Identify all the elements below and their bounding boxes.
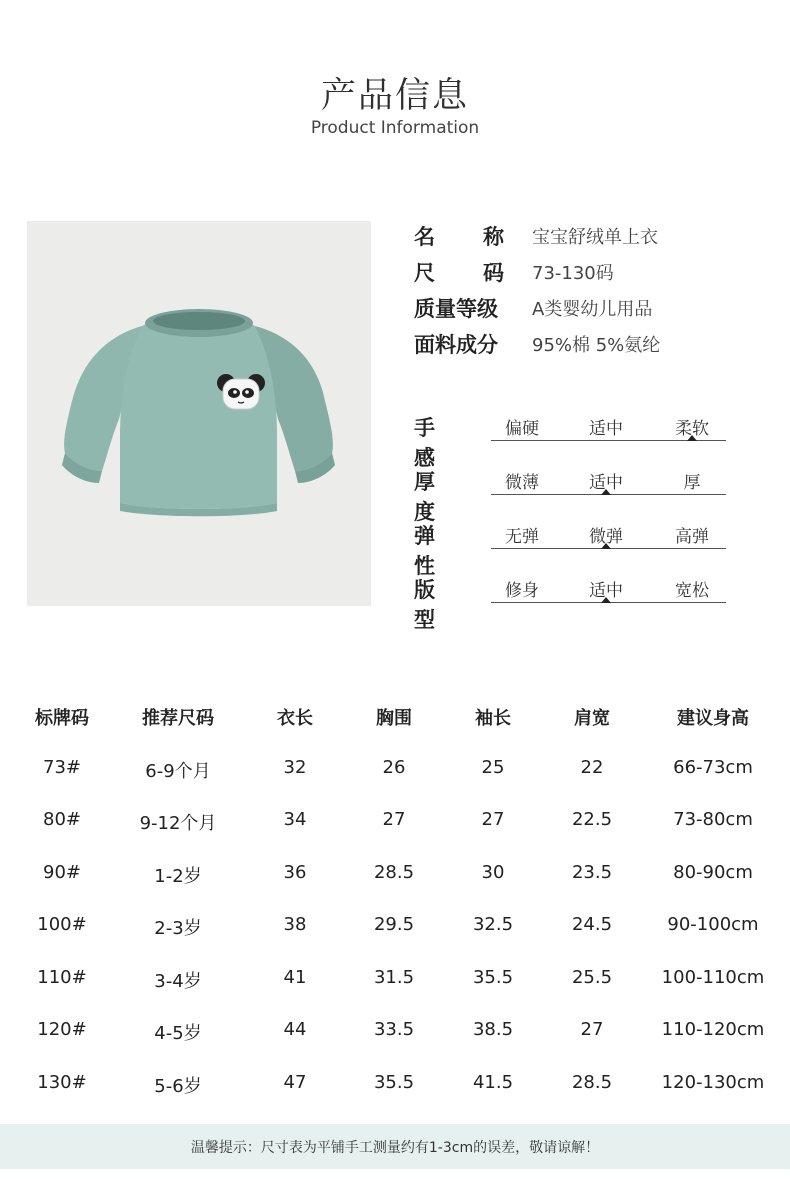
scale-label: 版型	[414, 578, 435, 632]
table-cell: 28.5	[373, 861, 415, 883]
table-cell: 27	[382, 809, 406, 830]
table-cell: 2-3岁	[154, 918, 202, 939]
table-cell: 25	[481, 756, 505, 778]
table-cell: 3-4岁	[154, 970, 202, 992]
table-cell: 36	[283, 861, 307, 883]
table-header-cell: 标牌码	[35, 708, 89, 729]
table-cell: 35.5	[472, 966, 514, 988]
table-cell: 28.5	[571, 1071, 613, 1093]
info-value: 73-130码	[532, 263, 614, 284]
table-cell: 90#	[43, 861, 81, 883]
table-cell: 38	[283, 914, 307, 935]
info-label-text: 面料成分	[414, 333, 498, 357]
table-row	[0, 902, 790, 955]
table-cell: 9-12个月	[139, 813, 217, 834]
table-cell: 120-130cm	[661, 1071, 765, 1093]
info-label	[414, 257, 510, 287]
info-row-fabric	[414, 326, 660, 362]
table-header-cell: 袖长	[475, 708, 511, 729]
table-cell: 44	[283, 1019, 307, 1040]
info-row-size	[414, 254, 660, 290]
table-cell: 73-80cm	[673, 809, 753, 830]
scale-label: 厚度	[414, 470, 435, 524]
table-cell: 27	[481, 809, 505, 830]
info-label-text: 尺 码	[414, 261, 504, 285]
scale-option: 适中	[589, 473, 623, 493]
table-cell: 32.5	[472, 914, 514, 935]
table-cell: 1-2岁	[154, 865, 202, 887]
notice-text: 温馨提示：尺寸表为平铺手工测量约有1-3cm的误差，敬请谅解！	[190, 1139, 600, 1156]
table-cell: 33.5	[373, 1019, 415, 1040]
table-cell: 22.5	[571, 809, 613, 830]
table-cell: 47	[283, 1071, 307, 1093]
page-title: 产品信息	[320, 76, 469, 116]
table-cell: 41	[283, 966, 307, 988]
scale-option: 无弹	[505, 527, 539, 547]
table-row	[0, 1060, 790, 1113]
table-cell: 130#	[37, 1071, 87, 1093]
table-cell: 120#	[37, 1019, 87, 1040]
table-header-cell: 衣长	[277, 708, 313, 729]
scale-option: 修身	[505, 581, 539, 601]
notice-bar	[0, 1124, 790, 1169]
table-row	[0, 745, 790, 798]
info-label	[414, 329, 510, 359]
info-value: A类婴幼儿用品	[532, 299, 653, 320]
scale-marker-icon	[601, 543, 611, 549]
table-row	[0, 1007, 790, 1060]
table-cell: 38.5	[472, 1019, 514, 1040]
table-header-cell: 推荐尺码	[142, 708, 214, 729]
scale-option: 适中	[589, 581, 623, 601]
scale-option: 微薄	[505, 473, 539, 493]
table-cell: 90-100cm	[667, 914, 759, 935]
table-cell: 80#	[43, 809, 81, 830]
table-cell: 110-120cm	[661, 1019, 765, 1040]
table-cell: 80-90cm	[673, 861, 753, 883]
table-cell: 26	[382, 756, 406, 778]
scale-marker-icon	[687, 435, 697, 441]
table-cell: 110#	[37, 966, 87, 988]
table-row	[0, 955, 790, 1008]
info-label	[414, 221, 510, 251]
info-row-grade	[414, 290, 660, 326]
table-cell: 34	[283, 809, 307, 830]
table-header-cell: 肩宽	[574, 708, 610, 729]
table-cell: 73#	[43, 756, 81, 778]
table-cell: 35.5	[373, 1071, 415, 1093]
table-row	[0, 850, 790, 903]
table-cell: 23.5	[571, 861, 613, 883]
table-cell: 100-110cm	[661, 966, 765, 988]
table-header-cell: 建议身高	[677, 708, 749, 729]
table-header	[0, 692, 790, 745]
scale-label: 手感	[414, 416, 435, 470]
scale-option: 厚	[683, 473, 701, 493]
table-cell: 5-6岁	[154, 1075, 202, 1097]
scale-option: 适中	[589, 419, 623, 439]
info-value: 宝宝舒绒单上衣	[532, 227, 658, 248]
scale-label: 弹性	[414, 524, 435, 578]
table-cell: 32	[283, 756, 307, 778]
table-cell: 29.5	[373, 914, 415, 935]
scale-option: 柔软	[675, 419, 709, 439]
scale-marker-icon	[601, 489, 611, 495]
scale-option: 高弹	[675, 527, 709, 547]
page-subtitle: Product Information	[310, 118, 480, 138]
table-cell: 66-73cm	[673, 756, 753, 778]
table-cell: 4-5岁	[154, 1023, 202, 1044]
panda-shirt-illustration	[27, 221, 371, 606]
table-cell: 31.5	[373, 966, 415, 988]
info-label	[414, 293, 510, 323]
info-label-text: 名 称	[414, 225, 504, 249]
table-cell: 41.5	[472, 1071, 514, 1093]
table-cell: 22	[580, 756, 604, 778]
info-label-text: 质量等级	[414, 297, 498, 321]
size-table	[0, 692, 790, 1112]
info-row-name	[414, 218, 660, 254]
product-photo	[27, 221, 371, 606]
table-cell: 100#	[37, 914, 87, 935]
table-cell: 30	[481, 861, 505, 883]
info-value: 95%棉 5%氨纶	[532, 335, 661, 356]
table-cell: 25.5	[571, 966, 613, 988]
table-cell: 24.5	[571, 914, 613, 935]
scale-option: 微弹	[589, 527, 623, 547]
table-row	[0, 797, 790, 850]
scale-option: 偏硬	[505, 419, 539, 439]
table-cell: 6-9个月	[145, 760, 211, 782]
scale-option: 宽松	[675, 581, 709, 601]
scale-marker-icon	[601, 597, 611, 603]
table-header-cell: 胸围	[376, 708, 412, 729]
product-info	[414, 218, 660, 362]
table-cell: 27	[580, 1019, 604, 1040]
